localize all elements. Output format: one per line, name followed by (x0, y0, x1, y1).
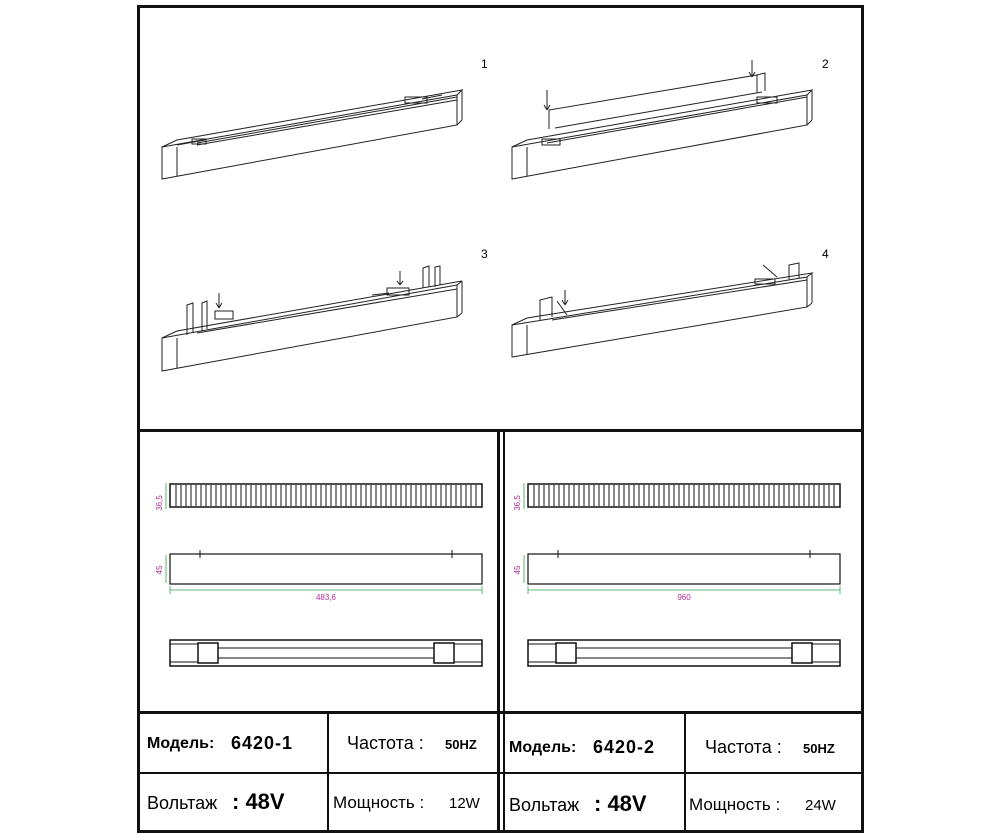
table-mid-line (137, 772, 864, 774)
left-freq-label: Частота : (347, 733, 424, 753)
left-model-value: 6420-1 (231, 733, 294, 753)
left-side-view (152, 550, 492, 610)
spec-sheet (137, 5, 864, 833)
right-freq-label: Частота : (705, 737, 782, 757)
step-number-2: 2 (822, 57, 829, 71)
left-model-label: Модель: (147, 735, 215, 752)
table-col-left (327, 713, 329, 833)
left-power-label: Мощность : (333, 793, 425, 812)
step-3-illustration (157, 263, 467, 378)
right-height-dim: 36,5 (513, 495, 522, 511)
right-model-label: Модель: (509, 739, 577, 756)
right-power-label: Мощность : (689, 795, 781, 814)
divider-top (137, 429, 864, 432)
table-top-line (137, 711, 864, 714)
step-2-illustration (507, 55, 817, 195)
left-voltage-value: : 48V (232, 789, 285, 814)
left-side-dim: 45 (155, 565, 164, 575)
left-power-value: 12W (449, 795, 480, 812)
step-number-4: 4 (822, 247, 829, 261)
right-length-dim: 960 (677, 593, 691, 602)
step-number-1: 1 (481, 57, 488, 71)
right-bottom-view (510, 638, 850, 670)
left-top-view (152, 481, 492, 521)
left-height-dim: 36,5 (155, 495, 164, 511)
right-voltage-label: Вольтаж (509, 795, 580, 815)
right-side-dim: 45 (513, 565, 522, 575)
right-voltage-value: : 48V (594, 791, 647, 816)
right-top-view (510, 481, 850, 521)
step-1-illustration (157, 85, 467, 195)
step-number-3: 3 (481, 247, 488, 261)
left-bottom-view (152, 638, 492, 670)
right-power-value: 24W (805, 797, 836, 814)
right-model-value: 6420-2 (593, 737, 656, 757)
left-freq-value: 50HZ (445, 737, 477, 752)
step-4-illustration (507, 255, 817, 365)
right-freq-value: 50HZ (803, 741, 835, 756)
table-col-right (684, 713, 686, 833)
right-side-view (510, 550, 850, 610)
left-length-dim: 483,6 (315, 593, 337, 602)
left-voltage-label: Вольтаж (147, 793, 218, 813)
